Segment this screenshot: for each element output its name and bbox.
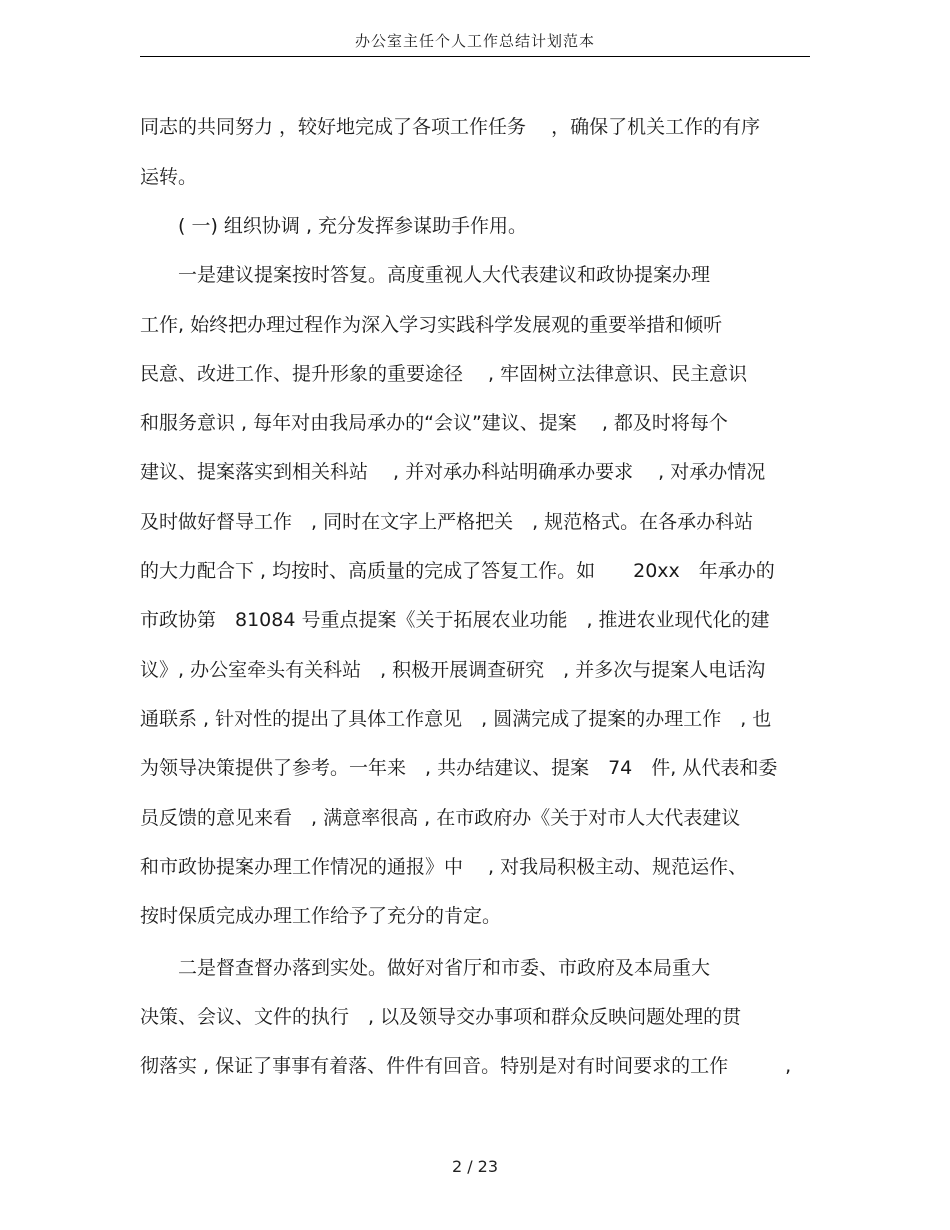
- paragraph-line: 议》, 办公室牵头有关科站 , 积极开展调查研究 , 并多次与提案人电话沟: [140, 659, 766, 681]
- section-heading: ( 一) 组织协调 , 充分发挥参谋助手作用。: [140, 215, 528, 237]
- paragraph-line: 决策、会议、文件的执行 , 以及领导交办事项和群众反映问题处理的贯: [140, 1006, 742, 1028]
- paragraph-line: 及时做好督导工作 , 同时在文字上严格把关 , 规范格式。在各承办科站: [140, 511, 754, 533]
- page-number: 2 / 23: [451, 1157, 499, 1176]
- paragraph-line: 一是建议提案按时答复。高度重视人大代表建议和政协提案办理: [140, 264, 711, 286]
- paragraph-line: 运转。: [140, 166, 198, 188]
- paragraph-line: 建议、提案落实到相关科站 , 并对承办科站明确承办要求 , 对承办情况: [140, 461, 766, 483]
- paragraph-line: 按时保质完成办理工作给予了充分的肯定。: [140, 905, 502, 927]
- paragraph-line: 和市政协提案办理工作情况的通报》中 , 对我局积极主动、规范运作、: [140, 856, 748, 878]
- paragraph-line: 同志的共同努力 ，较好地完成了各项工作任务 ，确保了机关工作的有序: [140, 116, 761, 138]
- paragraph-line: 二是督查督办落到实处。做好对省厅和市委、市政府及本局重大: [140, 957, 711, 979]
- page-header-title: 办公室主任个人工作总结计划范本: [354, 32, 595, 50]
- header-divider: [140, 56, 810, 57]
- paragraph-line: 员反馈的意见来看 , 满意率很高 , 在市政府办《关于对市人大代表建议: [140, 807, 741, 829]
- paragraph-line: 市政协第 81084 号重点提案《关于拓展农业功能 , 推进农业现代化的建: [140, 609, 770, 631]
- paragraph-line: 通联系 , 针对性的提出了具体工作意见 , 圆满完成了提案的办理工作 , 也: [140, 708, 772, 730]
- paragraph-line: 彻落实 , 保证了事事有着落、件件有回音。特别是对有时间要求的工作 ,: [140, 1055, 792, 1077]
- paragraph-line: 和服务意识 , 每年对由我局承办的“会议”建议、提案 , 都及时将每个: [140, 412, 728, 434]
- paragraph-line: 为领导决策提供了参考。一年来 , 共办结建议、提案 74 件, 从代表和委: [140, 757, 778, 779]
- paragraph-line: 的大力配合下 , 均按时、高质量的完成了答复工作。如 20xx 年承办的: [140, 560, 775, 582]
- paragraph-line: 工作, 始终把办理过程作为深入学习实践科学发展观的重要举措和倾听: [140, 314, 723, 336]
- paragraph-line: 民意、改进工作、提升形象的重要途径 , 牢固树立法律意识、民主意识: [140, 363, 748, 385]
